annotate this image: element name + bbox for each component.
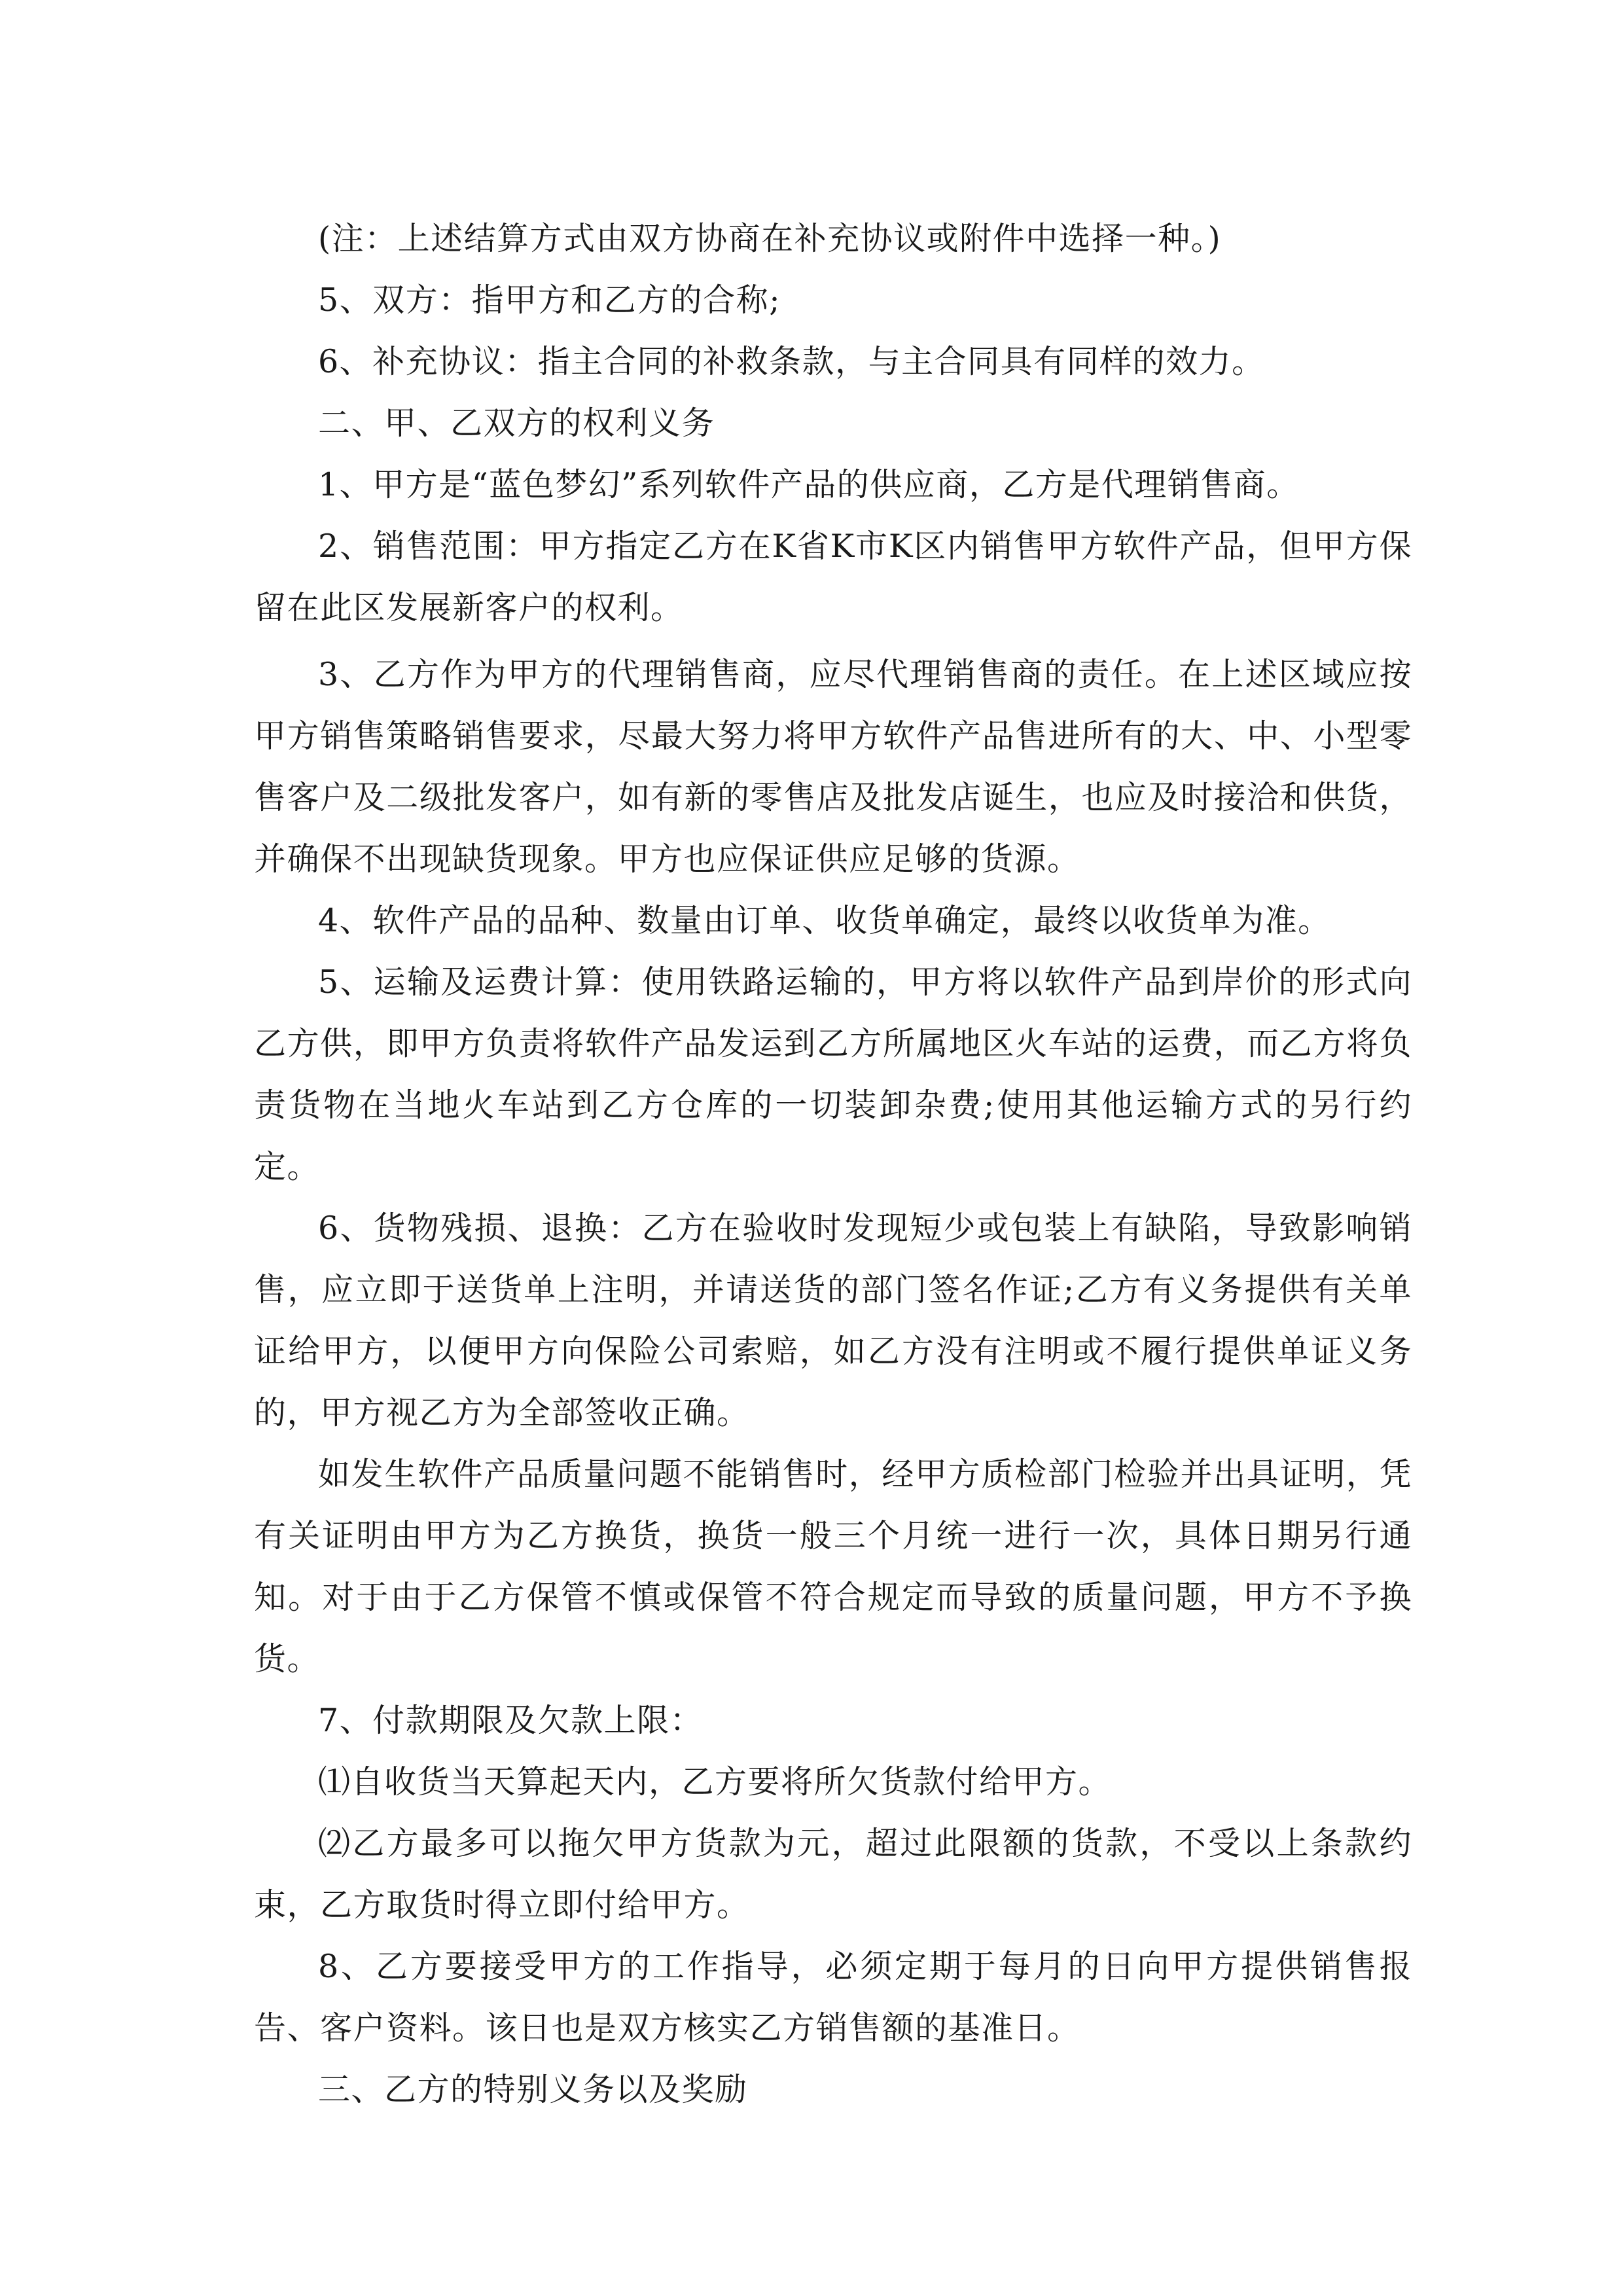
clause-2-sales-scope: 2、销售范围：甲方指定乙方在K省K市K区内销售甲方软件产品，但甲方保留在此区发展新客户的权利。 (254, 528, 1412, 626)
clause-3-agent-duties: 3、乙方作为甲方的代理销售商，应尽代理销售商的责任。在上述区域应按甲方销售策略销售要求，尽最大努力将甲方软件产品售进所有的大、中、小型零售客户及二级批发客户，如有新的零售店及批发店诞生，也应及时接洽和供货，并确保不出现缺货现象。甲方也应保证供应足够的货源。 (254, 656, 1412, 878)
document-body (254, 208, 1412, 2121)
clause-6-damage-return: 6、货物残损、退换：乙方在验收时发现短少或包装上有缺陷，导致影响销售，应立即于送货单上注明，并请送货的部门签名作证;乙方有义务提供有关单证给甲方，以便甲方向保险公司索赔，如乙方没有注明或不履行提供单证义务的，甲方视乙方为全部签收正确。 (254, 1210, 1412, 1431)
clause-quality-exchange: 如发生软件产品质量问题不能销售时，经甲方质检部门检验并出具证明，凭有关证明由甲方为乙方换货，换货一般三个月统一进行一次，具体日期另行通知。对于由于乙方保管不慎或保管不符合规定而导致的质量问题，甲方不予换货。 (254, 1456, 1412, 1677)
section-heading-special-obligations: 三、乙方的特别义务以及奖励 (318, 2071, 748, 2108)
note-settlement-method: (注：上述结算方式由双方协商在补充协议或附件中选择一种。) (318, 220, 1222, 257)
clause-7-payment-terms: 7、付款期限及欠款上限： (318, 1702, 704, 1739)
clause-1-supplier: 1、甲方是“蓝色梦幻”系列软件产品的供应商，乙方是代理销售商。 (318, 466, 1300, 503)
clause-8-work-guidance: 8、乙方要接受甲方的工作指导，必须定期于每月的日向甲方提供销售报告、客户资料。该日也是双方核实乙方销售额的基准日。 (254, 1948, 1412, 2047)
definition-supplementary-agreement: 6、补充协议：指主合同的补救条款，与主合同具有同样的效力。 (318, 343, 1265, 380)
clause-7-item-2: ⑵乙方最多可以拖欠甲方货款为元，超过此限额的货款，不受以上条款约束，乙方取货时得立即付给甲方。 (254, 1825, 1412, 1924)
clause-4-product-variety: 4、软件产品的品种、数量由订单、收货单确定，最终以收货单为准。 (318, 902, 1331, 939)
clause-5-transport-costs: 5、运输及运费计算：使用铁路运输的，甲方将以软件产品到岸价的形式向乙方供，即甲方负责将软件产品发运到乙方所属地区火车站的运费，而乙方将负责货物在当地火车站到乙方仓库的一切装卸杂费;使用其他运输方式的另行约定。 (254, 963, 1412, 1185)
clause-7-item-1: ⑴自收货当天算起天内，乙方要将所欠货款付给甲方。 (318, 1763, 1112, 1801)
definition-both-parties: 5、双方：指甲方和乙方的合称; (318, 281, 781, 319)
section-heading-rights-obligations: 二、甲、乙双方的权利义务 (318, 404, 715, 442)
